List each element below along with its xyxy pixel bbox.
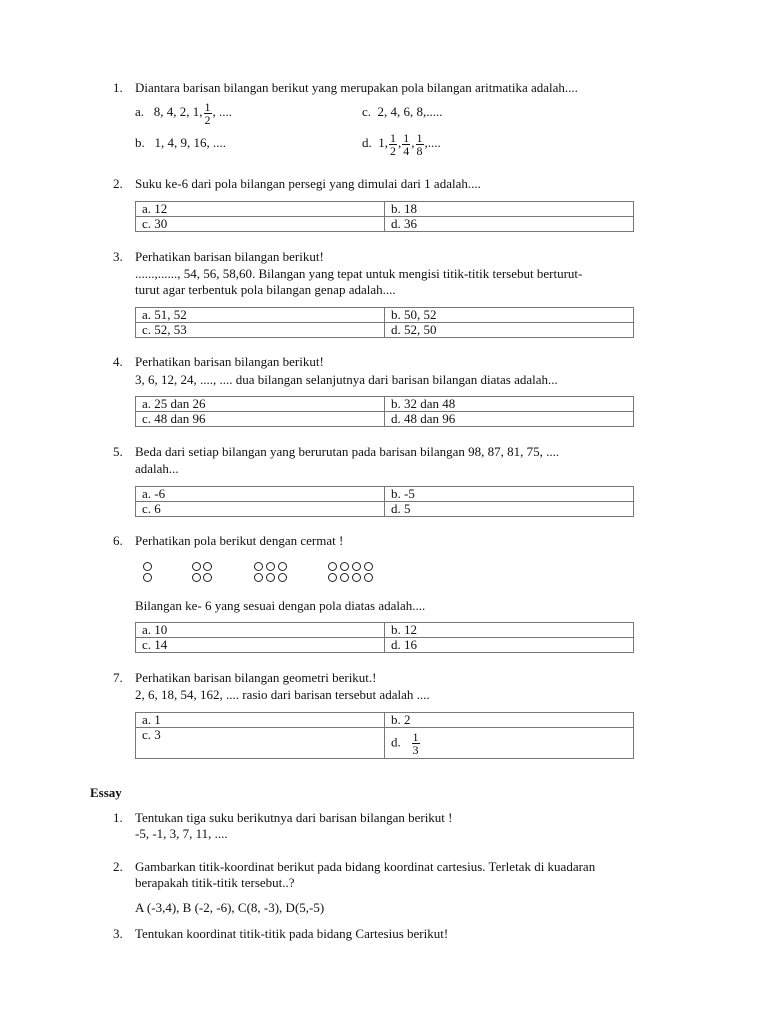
q4-option-a[interactable]: a. 25 dan 26 bbox=[136, 397, 385, 412]
q3-option-c[interactable]: c. 52, 53 bbox=[136, 323, 385, 338]
q1-d-fraction-2: $\frac{1}{4}$ bbox=[403, 130, 410, 158]
q6-options-table bbox=[135, 622, 634, 653]
q5-option-b[interactable]: b. -5 bbox=[385, 487, 634, 502]
q1-number: 1. bbox=[113, 80, 123, 95]
pattern-circle bbox=[352, 562, 361, 571]
q2-option-d[interactable]: d. 36 bbox=[385, 217, 634, 232]
q3-text: Perhatikan barisan bilangan berikut! bbox=[135, 249, 324, 264]
q2-options-table bbox=[135, 201, 634, 232]
q4-option-b[interactable]: b. 32 dan 48 bbox=[385, 397, 634, 412]
q6-option-b[interactable]: b. 12 bbox=[385, 623, 634, 638]
q4-text: Perhatikan barisan bilangan berikut! bbox=[135, 354, 324, 369]
pattern-circle bbox=[143, 562, 152, 571]
essay2-number: 2. bbox=[113, 859, 123, 874]
q7-option-a[interactable]: a. 1 bbox=[136, 713, 385, 728]
pattern-circle bbox=[340, 562, 349, 571]
q7-option-b[interactable]: b. 2 bbox=[385, 713, 634, 728]
pattern-circle bbox=[192, 573, 201, 582]
q1-option-d: d. 1, $\frac{1}{2}$ , $\frac{1}{4}$ , $\frac{1}{8}$ ,.... bbox=[362, 130, 441, 158]
pattern-circle bbox=[203, 573, 212, 582]
q3-option-a[interactable]: a. 51, 52 bbox=[136, 308, 385, 323]
q6-line2: Bilangan ke- 6 yang sesuai dengan pola diatas adalah.... bbox=[135, 598, 426, 613]
q6-number: 6. bbox=[113, 533, 123, 548]
q1-option-a: a. 8, 4, 2, 1, $\frac{1}{2}$ , .... bbox=[135, 99, 233, 127]
essay3-number: 3. bbox=[113, 926, 123, 941]
essay-heading: Essay bbox=[90, 785, 122, 800]
pattern-circle bbox=[328, 562, 337, 571]
q7-option-d[interactable]: d. $\frac{1}{3}$ bbox=[385, 728, 634, 759]
pattern-circle bbox=[340, 573, 349, 582]
q7-option-c[interactable]: c. 3 bbox=[136, 728, 385, 759]
q3-option-d[interactable]: d. 52, 50 bbox=[385, 323, 634, 338]
pattern-circle bbox=[364, 562, 373, 571]
pattern-circle bbox=[254, 562, 263, 571]
q6-option-c[interactable]: c. 14 bbox=[136, 638, 385, 653]
pattern-circle bbox=[364, 573, 373, 582]
q3-line3: turut agar terbentuk pola bilangan genap adalah.... bbox=[135, 282, 396, 297]
essay1-text: Tentukan tiga suku berikutnya dari barisan bilangan berikut ! bbox=[135, 810, 453, 825]
q4-option-d[interactable]: d. 48 dan 96 bbox=[385, 412, 634, 427]
pattern-circle bbox=[254, 573, 263, 582]
q7-line2: 2, 6, 18, 54, 162, .... rasio dari barisan tersebut adalah .... bbox=[135, 687, 430, 702]
essay1-line2: -5, -1, 3, 7, 11, .... bbox=[135, 826, 228, 841]
q4-number: 4. bbox=[113, 354, 123, 369]
q5-number: 5. bbox=[113, 444, 123, 459]
q5-text: Beda dari setiap bilangan yang berurutan pada barisan bilangan 98, 87, 81, 75, .... bbox=[135, 444, 560, 459]
pattern-circle bbox=[352, 573, 361, 582]
q1-a-fraction: $\frac{1}{2}$ bbox=[204, 99, 211, 127]
q1-d-fraction-3: $\frac{1}{8}$ bbox=[416, 130, 423, 158]
pattern-circle bbox=[192, 562, 201, 571]
q5-option-d[interactable]: d. 5 bbox=[385, 502, 634, 517]
q3-line2: ......,......, 54, 56, 58,60. Bilangan yang tepat untuk mengisi titik-titik tersebut berturut- bbox=[135, 266, 583, 281]
q2-text: Suku ke-6 dari pola bilangan persegi yang dimulai dari 1 adalah.... bbox=[135, 176, 481, 191]
pattern-circle bbox=[328, 573, 337, 582]
q5-options-table bbox=[135, 486, 634, 517]
q7-d-fraction: $\frac{1}{3}$ bbox=[412, 729, 419, 757]
q3-number: 3. bbox=[113, 249, 123, 264]
q2-option-a[interactable]: a. 12 bbox=[136, 202, 385, 217]
q4-options-table bbox=[135, 396, 634, 427]
q1-text: Diantara barisan bilangan berikut yang merupakan pola bilangan aritmatika adalah.... bbox=[135, 80, 578, 95]
q2-option-b[interactable]: b. 18 bbox=[385, 202, 634, 217]
q5-line2: adalah... bbox=[135, 461, 179, 476]
pattern-circle bbox=[266, 573, 275, 582]
q4-option-c[interactable]: c. 48 dan 96 bbox=[136, 412, 385, 427]
pattern-circle bbox=[278, 573, 287, 582]
q3-option-b[interactable]: b. 50, 52 bbox=[385, 308, 634, 323]
q2-option-c[interactable]: c. 30 bbox=[136, 217, 385, 232]
q1-option-b: b. 1, 4, 9, 16, .... bbox=[135, 135, 226, 150]
q5-option-a[interactable]: a. -6 bbox=[136, 487, 385, 502]
q6-option-a[interactable]: a. 10 bbox=[136, 623, 385, 638]
q7-options-table bbox=[135, 712, 634, 759]
essay2-line2: berapakah titik-titik tersebut..? bbox=[135, 875, 295, 890]
q2-number: 2. bbox=[113, 176, 123, 191]
essay2-line3: A (-3,4), B (-2, -6), C(8, -3), D(5,-5) bbox=[135, 900, 325, 915]
essay3-text: Tentukan koordinat titik-titik pada bidang Cartesius berikut! bbox=[135, 926, 449, 941]
q7-text: Perhatikan barisan bilangan geometri berikut.! bbox=[135, 670, 377, 685]
essay2-text: Gambarkan titik-koordinat berikut pada bidang koordinat cartesius. Terletak di kuadaran bbox=[135, 859, 596, 874]
q6-text: Perhatikan pola berikut dengan cermat ! bbox=[135, 533, 344, 548]
q7-number: 7. bbox=[113, 670, 123, 685]
q3-options-table bbox=[135, 307, 634, 338]
essay1-number: 1. bbox=[113, 810, 123, 825]
pattern-circle bbox=[143, 573, 152, 582]
pattern-circle bbox=[203, 562, 212, 571]
q1-d-fraction-1: $\frac{1}{2}$ bbox=[390, 130, 396, 158]
pattern-circle bbox=[266, 562, 275, 571]
q4-line2: 3, 6, 12, 24, ...., .... dua bilangan selanjutnya dari barisan bilangan diatas adalah... bbox=[135, 372, 558, 387]
pattern-circle bbox=[278, 562, 287, 571]
q1-option-c: c. 2, 4, 6, 8,..... bbox=[362, 104, 443, 119]
q5-option-c[interactable]: c. 6 bbox=[136, 502, 385, 517]
q6-option-d[interactable]: d. 16 bbox=[385, 638, 634, 653]
